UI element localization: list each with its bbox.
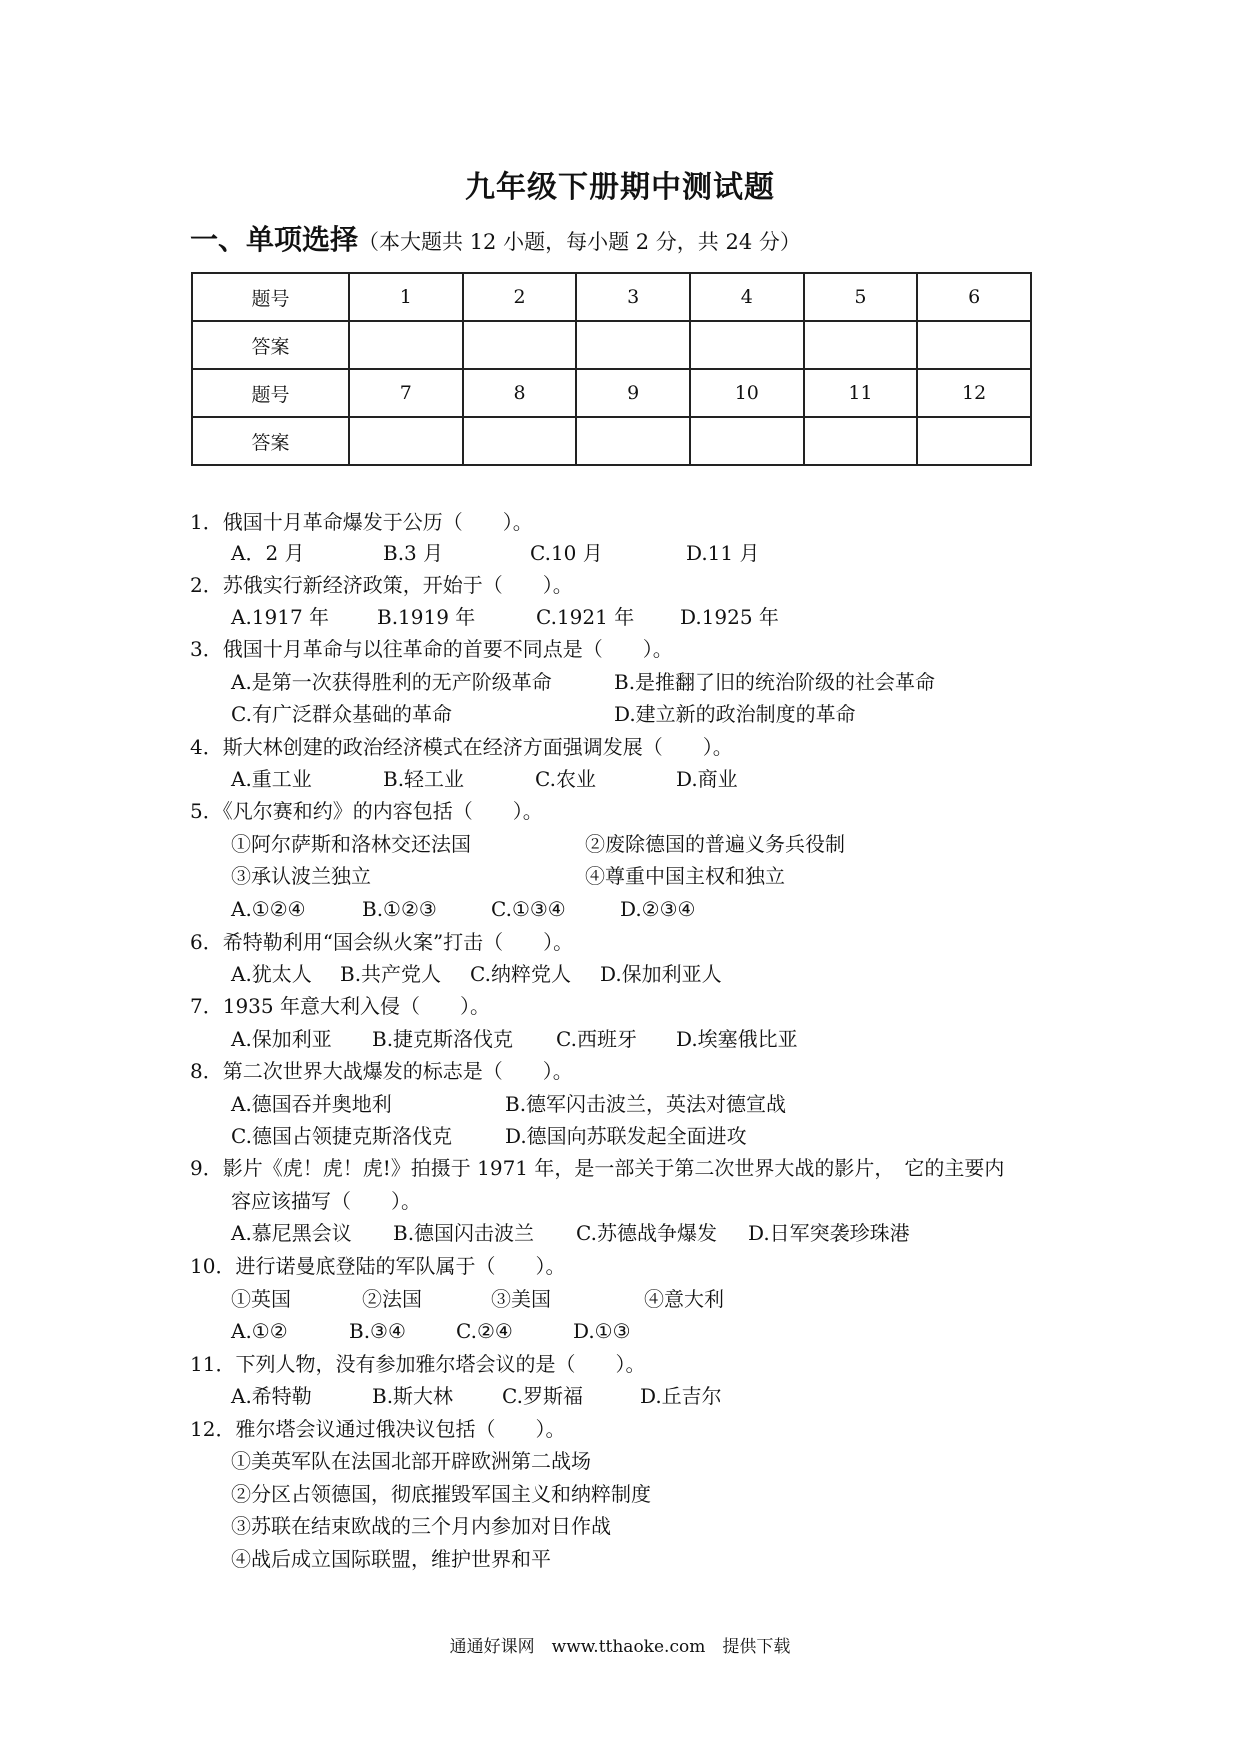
- option: B.1919 年: [377, 605, 476, 629]
- option: D.①③: [573, 1319, 631, 1343]
- option: A.1917 年: [231, 605, 330, 629]
- question-number-cell: 6: [917, 273, 1031, 321]
- statement-item: ②分区占领德国，彻底摧毁军国主义和纳粹制度: [231, 1482, 651, 1506]
- option: A.慕尼黑会议: [231, 1221, 352, 1245]
- option: D.埃塞俄比亚: [676, 1027, 798, 1051]
- answer-cell[interactable]: [690, 321, 804, 369]
- option: C.1921 年: [536, 605, 635, 629]
- section-heading: [190, 218, 801, 258]
- option: B.轻工业: [383, 767, 465, 791]
- option: C.有广泛群众基础的革命: [231, 702, 452, 726]
- option: D.德国向苏联发起全面进攻: [505, 1124, 747, 1148]
- option: B.德军闪击波兰，英法对德宣战: [505, 1092, 787, 1116]
- option: A.犹太人: [231, 962, 312, 986]
- question-number-cell: 2: [463, 273, 577, 321]
- answer-cell[interactable]: [804, 321, 918, 369]
- answer-cell[interactable]: [804, 417, 918, 465]
- row-label: 答案: [192, 417, 349, 465]
- question-stem: 12．雅尔塔会议通过俄决议包括（ ）。: [190, 1417, 566, 1441]
- question-stem-continued: 容应该描写（ ）。: [231, 1189, 421, 1213]
- answer-cell[interactable]: [576, 321, 690, 369]
- option: C.罗斯福: [502, 1384, 583, 1408]
- question-stem: 10．进行诺曼底登陆的军队属于（ ）。: [190, 1254, 566, 1278]
- option: A.德国吞并奥地利: [231, 1092, 392, 1116]
- option: B.是推翻了旧的统治阶级的社会革命: [614, 670, 936, 694]
- statement-item: ①阿尔萨斯和洛林交还法国: [231, 832, 471, 856]
- option: B.3 月: [383, 541, 444, 565]
- question-number-cell: 9: [576, 369, 690, 417]
- statement-item: ①英国: [231, 1287, 291, 1311]
- statement-item: ③承认波兰独立: [231, 864, 371, 888]
- statement-item: ④尊重中国主权和独立: [585, 864, 785, 888]
- option: C.苏德战争爆发: [576, 1221, 717, 1245]
- option: D.丘吉尔: [640, 1384, 722, 1408]
- option: C.纳粹党人: [470, 962, 571, 986]
- option: D.建立新的政治制度的革命: [614, 702, 856, 726]
- footer-credit: 通通好课网 www.tthaoke.com 提供下载: [449, 1637, 791, 1657]
- option: C.①③④: [491, 897, 566, 921]
- option: A.重工业: [231, 767, 312, 791]
- option: C.②④: [456, 1319, 513, 1343]
- answer-cell[interactable]: [576, 417, 690, 465]
- section-title: 一、单项选择: [190, 223, 359, 256]
- row-label: 答案: [192, 321, 349, 369]
- table-row: [192, 273, 1031, 321]
- option: D.②③④: [620, 897, 696, 921]
- answer-cell[interactable]: [917, 417, 1031, 465]
- option: A.①②④: [231, 897, 306, 921]
- option: A.希特勒: [231, 1384, 312, 1408]
- option: B.③④: [349, 1319, 406, 1343]
- option: B.斯大林: [372, 1384, 454, 1408]
- question-number-cell: 11: [804, 369, 918, 417]
- question-stem: 9．影片《虎！虎！虎!》拍摄于 1971 年，是一部关于第二次世界大战的影片， 它的主要内: [190, 1156, 1005, 1180]
- page-title: 九年级下册期中测试题: [465, 170, 775, 205]
- option: D.11 月: [686, 541, 760, 565]
- statement-item: ②废除德国的普遍义务兵役制: [585, 832, 845, 856]
- question-stem: 4．斯大林创建的政治经济模式在经济方面强调发展（ ）。: [190, 735, 733, 759]
- option: D.商业: [676, 767, 738, 791]
- question-number-cell: 10: [690, 369, 804, 417]
- statement-item: ①美英军队在法国北部开辟欧洲第二战场: [231, 1449, 591, 1473]
- question-number-cell: 12: [917, 369, 1031, 417]
- question-stem: 2．苏俄实行新经济政策，开始于（ ）。: [190, 573, 573, 597]
- option: A.①②: [231, 1319, 288, 1343]
- option: C.西班牙: [556, 1027, 637, 1051]
- question-stem: 11．下列人物，没有参加雅尔塔会议的是（ ）。: [190, 1352, 646, 1376]
- question-number-cell: 1: [349, 273, 463, 321]
- option: B.德国闪击波兰: [393, 1221, 535, 1245]
- option: D.保加利亚人: [600, 962, 722, 986]
- answer-cell[interactable]: [463, 321, 577, 369]
- question-stem: 5．《凡尔赛和约》的内容包括（ ）。: [190, 799, 543, 823]
- option: A．2 月: [231, 541, 305, 565]
- option: C.德国占领捷克斯洛伐克: [231, 1124, 452, 1148]
- option: A.是第一次获得胜利的无产阶级革命: [231, 670, 552, 694]
- statement-item: ④意大利: [644, 1287, 724, 1311]
- statement-item: ④战后成立国际联盟，维护世界和平: [231, 1547, 551, 1571]
- table-row: [192, 369, 1031, 417]
- answer-cell[interactable]: [463, 417, 577, 465]
- question-number-cell: 4: [690, 273, 804, 321]
- question-number-cell: 8: [463, 369, 577, 417]
- section-note: （本大题共 12 小题，每小题 2 分，共 24 分）: [358, 230, 801, 254]
- option: B.共产党人: [340, 962, 442, 986]
- option: C.农业: [535, 767, 596, 791]
- statement-item: ②法国: [362, 1287, 422, 1311]
- row-label: 题号: [192, 369, 349, 417]
- statement-item: ③苏联在结束欧战的三个月内参加对日作战: [231, 1514, 611, 1538]
- question-stem: 7．1935 年意大利入侵（ ）。: [190, 994, 490, 1018]
- option: A.保加利亚: [231, 1027, 332, 1051]
- option: B.①②③: [362, 897, 437, 921]
- answer-cell[interactable]: [917, 321, 1031, 369]
- option: C.10 月: [530, 541, 603, 565]
- question-stem: 8．第二次世界大战爆发的标志是（ ）。: [190, 1059, 573, 1083]
- row-label: 题号: [192, 273, 349, 321]
- question-stem: 1．俄国十月革命爆发于公历（ ）。: [190, 510, 533, 534]
- answer-cell[interactable]: [690, 417, 804, 465]
- option: D.日军突袭珍珠港: [748, 1221, 910, 1245]
- answer-cell[interactable]: [349, 417, 463, 465]
- question-number-cell: 7: [349, 369, 463, 417]
- option: B.捷克斯洛伐克: [372, 1027, 514, 1051]
- statement-item: ③美国: [491, 1287, 551, 1311]
- option: D.1925 年: [680, 605, 779, 629]
- table-row: [192, 417, 1031, 465]
- table-row: [192, 321, 1031, 369]
- answer-cell[interactable]: [349, 321, 463, 369]
- question-number-cell: 5: [804, 273, 918, 321]
- question-number-cell: 3: [576, 273, 690, 321]
- answer-table: [191, 272, 1032, 466]
- question-stem: 6．希特勒利用“国会纵火案”打击（ ）。: [190, 930, 574, 954]
- question-stem: 3．俄国十月革命与以往革命的首要不同点是（ ）。: [190, 637, 673, 661]
